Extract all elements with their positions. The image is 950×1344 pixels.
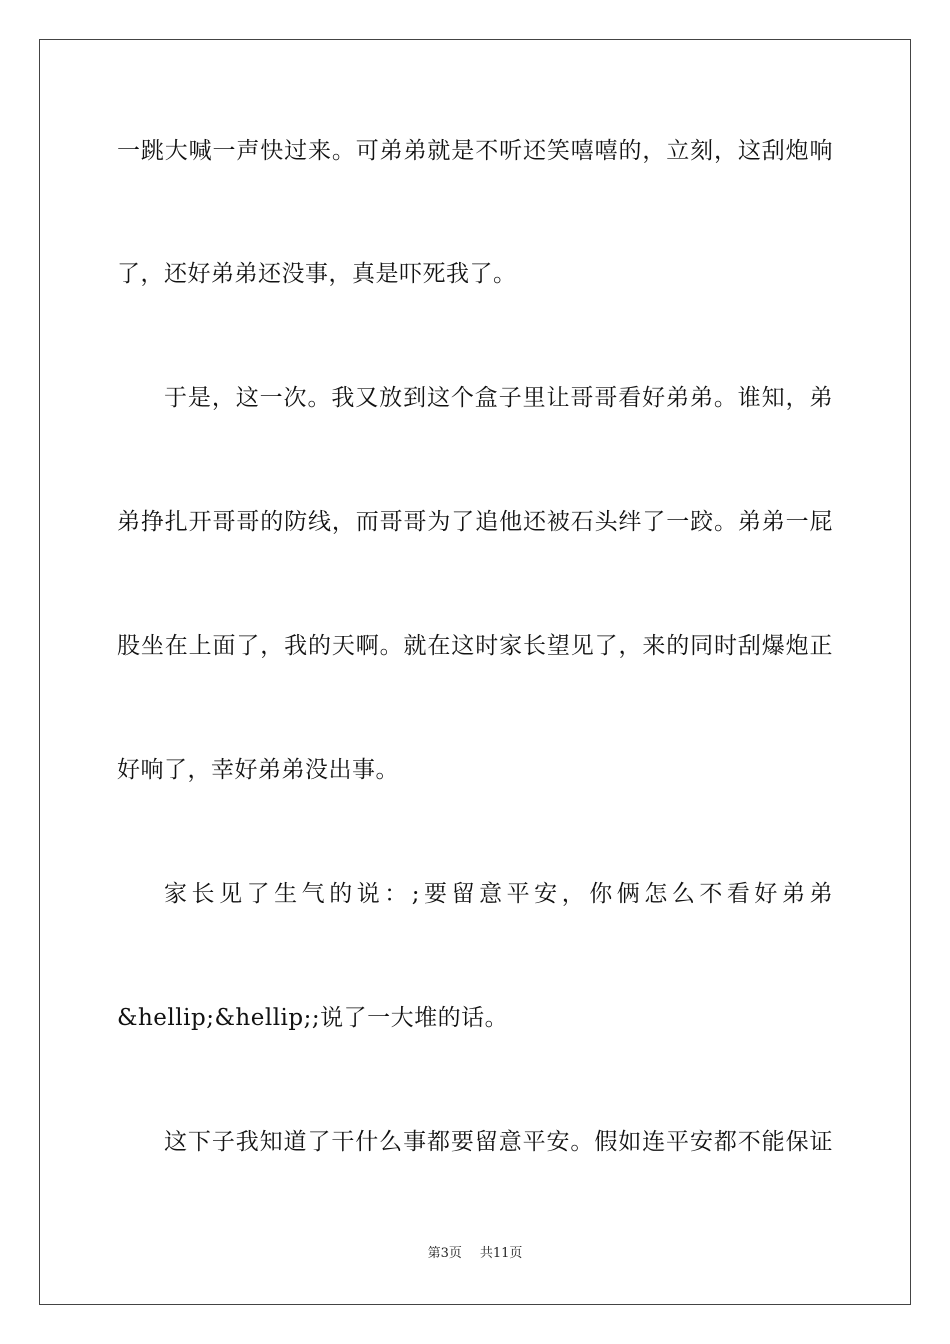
text-line: 于是，这一次。我又放到这个盒子里让哥哥看好弟弟。谁知，弟	[164, 385, 833, 411]
text-line: 了，还好弟弟还没事，真是吓死我了。	[117, 261, 517, 287]
page-border	[39, 39, 911, 1305]
page-total: 共11页	[479, 1246, 523, 1261]
text-line: 好响了，幸好弟弟没出事。	[117, 757, 399, 783]
text-line: 一跳大喊一声快过来。可弟弟就是不听还笑嘻嘻的，立刻，这刮炮响	[117, 138, 833, 164]
text-line: 弟挣扎开哥哥的防线，而哥哥为了追他还被石头绊了一跤。弟弟一屁	[117, 509, 833, 535]
text-line: 家长见了生气的说：;要留意平安，你俩怎么不看好弟弟	[164, 881, 833, 907]
page-footer	[0, 1245, 950, 1263]
text-line: 股坐在上面了，我的天啊。就在这时家长望见了，来的同时刮爆炮正	[117, 633, 833, 659]
text-line: 这下子我知道了干什么事都要留意平安。假如连平安都不能保证	[164, 1129, 833, 1155]
page-number: 第3页	[427, 1246, 462, 1261]
text-line: &hellip;&hellip;;说了一大堆的话。	[117, 1005, 509, 1031]
